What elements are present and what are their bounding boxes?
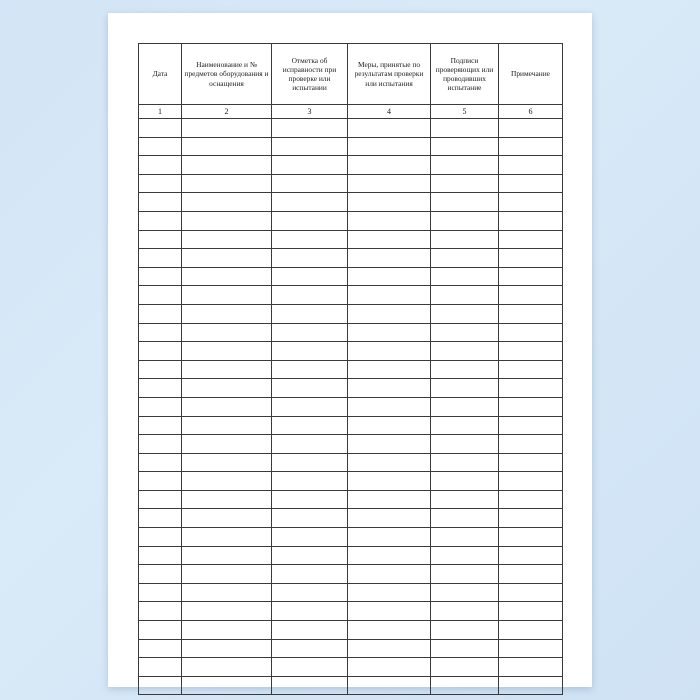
table-cell[interactable] [182,156,272,175]
table-cell[interactable] [348,435,431,454]
table-row[interactable] [139,360,563,379]
table-cell[interactable] [499,528,563,547]
table-cell[interactable] [182,193,272,212]
table-cell[interactable] [348,211,431,230]
table-cell[interactable] [348,528,431,547]
table-cell[interactable] [431,193,499,212]
table-cell[interactable] [348,490,431,509]
table-cell[interactable] [431,174,499,193]
table-cell[interactable] [348,174,431,193]
table-cell[interactable] [431,676,499,695]
table-cell[interactable] [139,249,182,268]
table-cell[interactable] [139,453,182,472]
table-cell[interactable] [499,472,563,491]
table-cell[interactable] [431,472,499,491]
table-cell[interactable] [431,490,499,509]
table-cell[interactable] [139,565,182,584]
table-cell[interactable] [182,546,272,565]
table-cell[interactable] [348,453,431,472]
table-cell[interactable] [272,416,348,435]
table-cell[interactable] [348,583,431,602]
table-cell[interactable] [499,211,563,230]
table-cell[interactable] [499,546,563,565]
table-row[interactable] [139,528,563,547]
table-cell[interactable] [431,639,499,658]
table-cell[interactable] [272,174,348,193]
table-cell[interactable] [272,583,348,602]
table-row[interactable] [139,379,563,398]
table-cell[interactable] [272,119,348,138]
table-cell[interactable] [272,453,348,472]
table-row[interactable] [139,676,563,695]
table-cell[interactable] [499,583,563,602]
table-cell[interactable] [182,119,272,138]
table-cell[interactable] [499,435,563,454]
table-row[interactable] [139,490,563,509]
table-cell[interactable] [182,490,272,509]
table-cell[interactable] [272,323,348,342]
table-cell[interactable] [348,379,431,398]
table-cell[interactable] [182,211,272,230]
table-cell[interactable] [431,360,499,379]
table-cell[interactable] [139,472,182,491]
table-cell[interactable] [139,360,182,379]
column-header-condition-mark: Отметка об исправности при проверке или испытании [272,44,348,105]
table-cell[interactable] [272,509,348,528]
table-row[interactable] [139,472,563,491]
column-number-2: 2 [182,105,272,119]
table-row[interactable] [139,546,563,565]
table-cell[interactable] [182,379,272,398]
table-cell[interactable] [431,397,499,416]
table-cell[interactable] [348,230,431,249]
table-cell[interactable] [431,119,499,138]
table-row[interactable] [139,174,563,193]
table-cell[interactable] [139,286,182,305]
table-cell[interactable] [348,639,431,658]
table-cell[interactable] [182,137,272,156]
table-row[interactable] [139,658,563,677]
table-row[interactable] [139,602,563,621]
table-row[interactable] [139,230,563,249]
table-cell[interactable] [499,509,563,528]
table-cell[interactable] [272,602,348,621]
table-row[interactable] [139,509,563,528]
table-cell[interactable] [182,397,272,416]
table-cell[interactable] [431,379,499,398]
column-number-3: 3 [272,105,348,119]
table-cell[interactable] [499,565,563,584]
table-cell[interactable] [431,211,499,230]
table-cell[interactable] [431,323,499,342]
column-number-6: 6 [499,105,563,119]
table-row[interactable] [139,137,563,156]
table-cell[interactable] [348,658,431,677]
table-row[interactable] [139,156,563,175]
table-cell[interactable] [182,249,272,268]
table-cell[interactable] [272,546,348,565]
table-cell[interactable] [431,528,499,547]
column-header-notes: Примечание [499,44,563,105]
table-cell[interactable] [272,621,348,640]
table-cell[interactable] [272,528,348,547]
table-cell[interactable] [272,658,348,677]
table-cell[interactable] [499,119,563,138]
table-cell[interactable] [182,639,272,658]
table-cell[interactable] [348,119,431,138]
table-cell[interactable] [272,360,348,379]
table-cell[interactable] [139,211,182,230]
table-cell[interactable] [431,565,499,584]
table-cell[interactable] [499,397,563,416]
column-number-5: 5 [431,105,499,119]
table-cell[interactable] [499,193,563,212]
table-row[interactable] [139,267,563,286]
table-cell[interactable] [139,342,182,361]
table-cell[interactable] [272,639,348,658]
table-cell[interactable] [499,416,563,435]
table-cell[interactable] [139,416,182,435]
table-cell[interactable] [182,230,272,249]
table-cell[interactable] [182,267,272,286]
table-cell[interactable] [272,211,348,230]
table-cell[interactable] [499,453,563,472]
table-header [139,44,563,105]
table-cell[interactable] [272,267,348,286]
table-cell[interactable] [272,193,348,212]
table-row[interactable] [139,342,563,361]
table-cell[interactable] [182,304,272,323]
table-cell[interactable] [348,602,431,621]
table-cell[interactable] [182,658,272,677]
column-number-row [139,105,563,119]
table-cell[interactable] [182,453,272,472]
table-row[interactable] [139,435,563,454]
table-cell[interactable] [431,602,499,621]
table-cell[interactable] [139,621,182,640]
table-cell[interactable] [348,323,431,342]
column-header-signatures: Подписи проверяющих или проводивших испытание [431,44,499,105]
table-cell[interactable] [182,360,272,379]
table-cell[interactable] [431,546,499,565]
table-cell[interactable] [499,267,563,286]
table-row[interactable] [139,583,563,602]
table-cell[interactable] [348,565,431,584]
table-cell[interactable] [139,435,182,454]
table-cell[interactable] [272,565,348,584]
table-row[interactable] [139,453,563,472]
table-cell[interactable] [499,602,563,621]
table-cell[interactable] [431,156,499,175]
table-cell[interactable] [348,304,431,323]
table-cell[interactable] [499,490,563,509]
table-cell[interactable] [139,658,182,677]
table-cell[interactable] [272,304,348,323]
table-cell[interactable] [348,193,431,212]
table-cell[interactable] [139,639,182,658]
table-cell[interactable] [139,490,182,509]
table-row[interactable] [139,286,563,305]
table-cell[interactable] [499,174,563,193]
table-cell[interactable] [431,583,499,602]
table-cell[interactable] [499,156,563,175]
table-cell[interactable] [348,360,431,379]
table-cell[interactable] [431,509,499,528]
table-cell[interactable] [272,137,348,156]
table-cell[interactable] [348,397,431,416]
table-cell[interactable] [139,304,182,323]
table-cell[interactable] [348,509,431,528]
table-cell[interactable] [272,249,348,268]
table-header-row [139,44,563,105]
table-cell[interactable] [182,174,272,193]
table-row[interactable] [139,397,563,416]
table-cell[interactable] [348,249,431,268]
table-cell[interactable] [499,658,563,677]
table-cell[interactable] [348,342,431,361]
table-cell[interactable] [431,137,499,156]
table-cell[interactable] [182,583,272,602]
table-cell[interactable] [139,676,182,695]
table-cell[interactable] [348,416,431,435]
table-cell[interactable] [499,360,563,379]
table-cell[interactable] [139,137,182,156]
column-header-measures-taken: Меры, принятые по результатам проверки или испытания [348,44,431,105]
table-cell[interactable] [499,676,563,695]
table-cell[interactable] [272,379,348,398]
table-cell[interactable] [499,323,563,342]
table-cell[interactable] [431,416,499,435]
document-page [108,13,592,687]
table-cell[interactable] [348,676,431,695]
table-cell[interactable] [499,249,563,268]
table-cell[interactable] [139,156,182,175]
table-cell[interactable] [431,658,499,677]
table-cell[interactable] [272,676,348,695]
table-row[interactable] [139,119,563,138]
column-number-1: 1 [139,105,182,119]
journal-table-container [138,43,562,695]
table-cell[interactable] [499,137,563,156]
table-cell[interactable] [348,137,431,156]
table-cell[interactable] [139,323,182,342]
column-number-4: 4 [348,105,431,119]
table-cell[interactable] [499,230,563,249]
table-row[interactable] [139,621,563,640]
table-cell[interactable] [139,230,182,249]
table-cell[interactable] [348,286,431,305]
table-cell[interactable] [139,528,182,547]
table-cell[interactable] [272,472,348,491]
table-cell[interactable] [499,286,563,305]
table-cell[interactable] [348,546,431,565]
table-row[interactable] [139,565,563,584]
table-cell[interactable] [431,230,499,249]
table-row[interactable] [139,323,563,342]
table-cell[interactable] [182,602,272,621]
table-cell[interactable] [499,621,563,640]
table-cell[interactable] [139,379,182,398]
table-cell[interactable] [139,119,182,138]
table-cell[interactable] [499,379,563,398]
table-cell[interactable] [272,342,348,361]
table-cell[interactable] [182,286,272,305]
table-cell[interactable] [499,639,563,658]
table-cell[interactable] [431,286,499,305]
table-cell[interactable] [272,397,348,416]
table-row[interactable] [139,639,563,658]
table-row[interactable] [139,211,563,230]
table-cell[interactable] [182,342,272,361]
table-cell[interactable] [499,304,563,323]
table-cell[interactable] [139,174,182,193]
table-cell[interactable] [431,304,499,323]
table-cell[interactable] [182,435,272,454]
table-row[interactable] [139,304,563,323]
table-cell[interactable] [182,528,272,547]
table-row[interactable] [139,249,563,268]
table-cell[interactable] [139,602,182,621]
table-cell[interactable] [499,342,563,361]
table-cell[interactable] [139,546,182,565]
table-cell[interactable] [139,509,182,528]
table-cell[interactable] [139,267,182,286]
table-cell[interactable] [182,509,272,528]
table-cell[interactable] [182,621,272,640]
table-cell[interactable] [139,193,182,212]
table-cell[interactable] [182,323,272,342]
table-row[interactable] [139,193,563,212]
table-cell[interactable] [348,156,431,175]
table-cell[interactable] [182,472,272,491]
table-cell[interactable] [272,156,348,175]
table-cell[interactable] [182,416,272,435]
journal-table [138,43,563,695]
table-cell[interactable] [431,435,499,454]
table-row[interactable] [139,416,563,435]
table-cell[interactable] [139,583,182,602]
column-header-date: Дата [139,44,182,105]
table-cell[interactable] [431,267,499,286]
table-cell[interactable] [182,676,272,695]
table-cell[interactable] [272,286,348,305]
table-cell[interactable] [272,230,348,249]
table-cell[interactable] [348,621,431,640]
table-cell[interactable] [431,342,499,361]
table-cell[interactable] [348,267,431,286]
table-cell[interactable] [139,397,182,416]
table-cell[interactable] [272,435,348,454]
column-header-equipment-name: Наименование и № предметов оборудования и оснащения [182,44,272,105]
table-cell[interactable] [182,565,272,584]
table-cell[interactable] [431,249,499,268]
table-body [139,105,563,695]
table-cell[interactable] [431,453,499,472]
table-cell[interactable] [272,490,348,509]
table-cell[interactable] [348,472,431,491]
table-cell[interactable] [431,621,499,640]
